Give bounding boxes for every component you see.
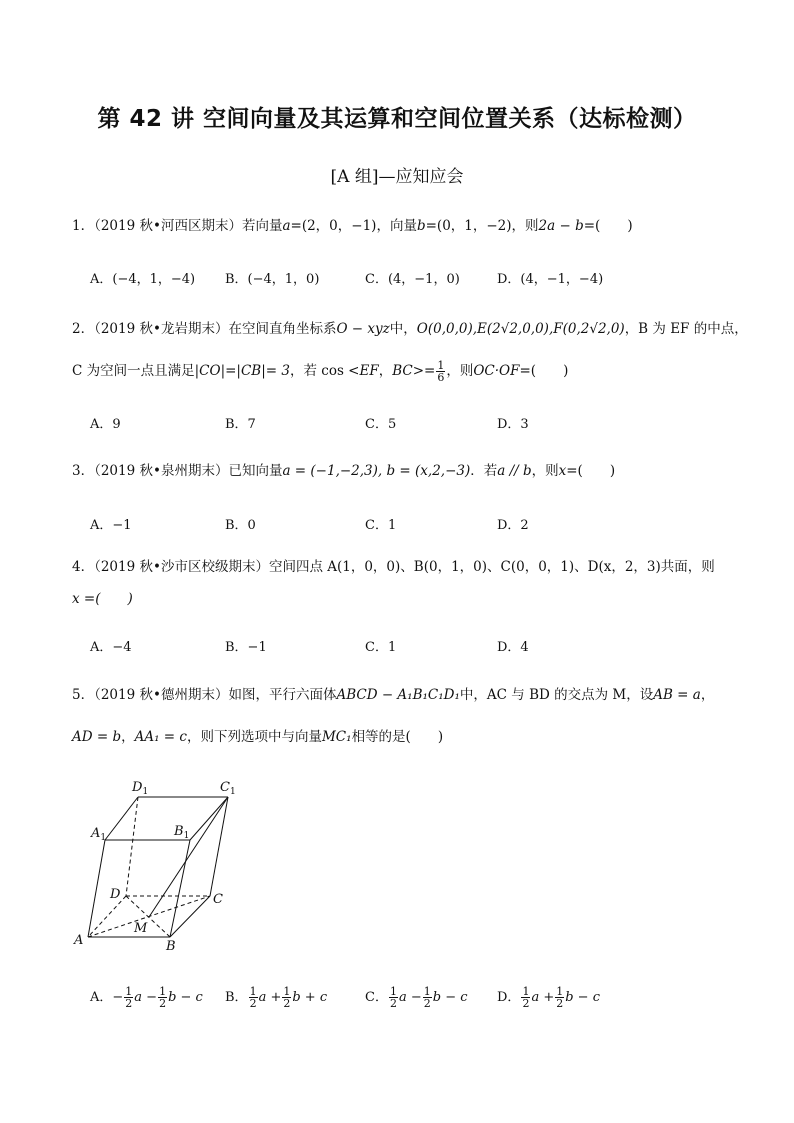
frac-denominator: 2 [159, 997, 167, 1010]
label-d1: $D_1$ [132, 780, 149, 797]
q3-parallel: a // b [497, 463, 532, 479]
q5-option-c [365, 986, 468, 1009]
label-d: D [110, 887, 121, 902]
q2-option-b: B．7 [225, 417, 256, 432]
frac-denominator: 2 [522, 997, 530, 1010]
label-c1: $C_1$ [220, 780, 236, 797]
q5-answer-blank: 相等的是( ) [351, 729, 444, 745]
label-b: B [166, 939, 176, 954]
q5-option-a-frac2 [158, 986, 167, 1009]
q5-solid-name: ABCD − A₁B₁C₁D₁ [336, 687, 460, 703]
q5-option-d-letter: D． [497, 990, 521, 1005]
q2-points: O(0,0,0),E(2√2,0,0),F(0,2√2,0) [416, 321, 625, 337]
frac-numerator: 1 [389, 985, 397, 998]
q2-vector-ef: EF [359, 363, 379, 379]
q3-option-a: A．−1 [90, 518, 132, 533]
q5-option-d-term1: a + [531, 990, 555, 1005]
q5-comma-2: ， [121, 729, 135, 745]
frac-denominator: 2 [125, 997, 133, 1010]
frac-numerator: 1 [556, 985, 564, 998]
question-4-stem-line2: x =( ) [72, 591, 133, 607]
q2-text-l2a: C 为空间一点且满足 [72, 363, 195, 379]
q5-option-c-term2: b − c [432, 990, 468, 1005]
frac-numerator: 1 [159, 985, 167, 998]
label-m: M [134, 921, 148, 936]
q2-vector-bc: BC [392, 363, 413, 379]
q2-text-e: ，B 为 EF 的中点， [624, 321, 748, 337]
q1-text-e: =(0，1，−2)，则 [425, 218, 539, 234]
question-2-stem-line2 [72, 360, 568, 383]
q1-option-a: A．(−4，1，−4) [90, 272, 196, 287]
q1-option-c: C．(4，−1，0) [365, 272, 460, 287]
q2-answer-blank: =( ) [519, 363, 569, 379]
label-c: C [213, 892, 223, 907]
q5-option-d-frac2 [555, 986, 564, 1009]
edge-a1a [88, 840, 105, 937]
q2-option-c: C．5 [365, 417, 397, 432]
frac-numerator: 1 [423, 985, 431, 998]
q3-text-c: ．若 [470, 463, 498, 479]
q1-text-c: =(2，0，−1)，向量 [290, 218, 417, 234]
edge-c1c [210, 797, 228, 896]
q5-option-a [90, 986, 203, 1009]
q3-text-e: ，则 [531, 463, 559, 479]
q5-option-d-frac1 [521, 986, 530, 1009]
q2-comma: ， [378, 363, 393, 379]
q2-frac-denominator: 6 [437, 371, 445, 384]
frac-denominator: 2 [249, 997, 257, 1010]
q2-coordinate-system: O − xyz [336, 321, 390, 337]
edge-c1b1 [190, 797, 228, 840]
frac-denominator: 2 [556, 997, 564, 1010]
frac-numerator: 1 [283, 985, 291, 998]
edge-b1b [170, 840, 190, 937]
q5-option-b-letter: B． [225, 990, 248, 1005]
q2-fraction [436, 360, 445, 383]
q5-text-d: ，则下列选项中与向量 [186, 729, 322, 745]
hidden-diagonal-ac [88, 896, 210, 937]
section-subtitle: [A 组]—应知应会 [330, 167, 464, 187]
q5-option-a-sign: − [112, 990, 124, 1005]
frac-denominator: 2 [389, 997, 397, 1010]
label-b1: $B_1$ [174, 824, 190, 841]
hidden-edge-d1d [126, 797, 138, 896]
frac-numerator: 1 [522, 985, 530, 998]
q5-option-a-letter: A． [90, 990, 113, 1005]
q2-text-c: 中， [389, 321, 417, 337]
q5-option-b [225, 986, 327, 1009]
q1-option-b: B．(−4，1，0) [225, 272, 320, 287]
label-a: A [74, 933, 84, 948]
q2-text-a: 2．（2019 秋•龙岩期末）在空间直角坐标系 [72, 321, 337, 337]
q5-option-a-term2: b − c [168, 990, 203, 1005]
question-2-stem-line1 [72, 320, 748, 338]
q3-text-a: 3．（2019 秋•泉州期末）已知向量 [72, 463, 283, 479]
q5-comma: ， [700, 687, 715, 703]
question-3-stem [72, 462, 615, 480]
q3-option-b: B．0 [225, 518, 256, 533]
q5-vector-aa1: AA₁ = c [134, 729, 187, 745]
q2-gt-eq: >= [412, 363, 436, 379]
q5-option-c-frac2 [423, 986, 432, 1009]
q5-option-c-frac1 [389, 986, 398, 1009]
q1-vector-a: a [282, 218, 291, 234]
question-5-stem-line2 [72, 728, 443, 746]
q5-option-b-frac1 [249, 986, 258, 1009]
q1-answer-blank: =( ) [583, 218, 633, 234]
q1-expression: 2a − b [538, 218, 584, 234]
edge-a1d1 [105, 797, 138, 840]
q5-vector-mc1: MC₁ [321, 729, 352, 745]
q3-answer-blank: =( ) [566, 463, 616, 479]
q4-option-a: A．−4 [90, 640, 132, 655]
q5-option-a-frac1 [124, 986, 133, 1009]
question-4-stem-line1: 4．（2019 秋•沙市区校级期末）空间四点 A(1，0，0)、B(0，1，0)、C(0，0，1)、D(x，2，3)共面，则 [72, 559, 715, 575]
q5-option-d [497, 986, 600, 1009]
q5-option-d-term2: b − c [565, 990, 600, 1005]
q2-dot-product: OC·OF [473, 363, 520, 379]
q1-vector-b: b [416, 218, 426, 234]
q5-vector-ab: AB = a [653, 687, 701, 703]
q3-vectors: a = (−1,−2,3), b = (x,2,−3) [282, 463, 471, 479]
q5-option-b-term1: a + [258, 990, 282, 1005]
q5-vector-ad: AD = b [72, 729, 122, 745]
q5-option-c-letter: C． [365, 990, 388, 1005]
q2-option-d: D．3 [497, 417, 529, 432]
frac-denominator: 2 [283, 997, 291, 1010]
parallelepiped-figure [68, 775, 268, 960]
q4-option-d: D．4 [497, 640, 529, 655]
q3-variable-x: x [558, 463, 567, 479]
q2-option-a: A．9 [90, 417, 121, 432]
q2-cos: ，若 cos < [289, 363, 360, 379]
frac-denominator: 2 [423, 997, 431, 1010]
q5-text-c: 中，AC 与 BD 的交点为 M，设 [459, 687, 654, 703]
q5-option-b-term2: b + c [292, 990, 328, 1005]
q3-option-c: C．1 [365, 518, 397, 533]
question-1-stem [72, 217, 633, 235]
q2-then: ，则 [446, 363, 474, 379]
question-5-stem-line1 [72, 686, 714, 704]
q5-option-a-term1: a − [134, 990, 158, 1005]
q2-condition: |CO|=|CB|= 3 [194, 363, 290, 379]
page-title: 第 42 讲 空间向量及其运算和空间位置关系（达标检测） [97, 106, 697, 132]
frac-numerator: 1 [249, 985, 257, 998]
q1-text-a: 1．（2019 秋•河西区期末）若向量 [72, 218, 283, 234]
frac-numerator: 1 [125, 985, 133, 998]
q5-text-a: 5．（2019 秋•德州期末）如图，平行六面体 [72, 687, 337, 703]
hidden-diagonal-bd [126, 896, 170, 937]
q2-frac-numerator: 1 [437, 359, 445, 372]
q4-option-c: C．1 [365, 640, 397, 655]
q3-option-d: D．2 [497, 518, 529, 533]
q5-option-b-frac2 [282, 986, 291, 1009]
q5-option-c-term1: a − [398, 990, 422, 1005]
q4-option-b: B．−1 [225, 640, 267, 655]
label-a1: $A_1$ [91, 826, 107, 843]
q1-option-d: D．(4，−1，−4) [497, 272, 604, 287]
edge-bc [170, 896, 210, 937]
